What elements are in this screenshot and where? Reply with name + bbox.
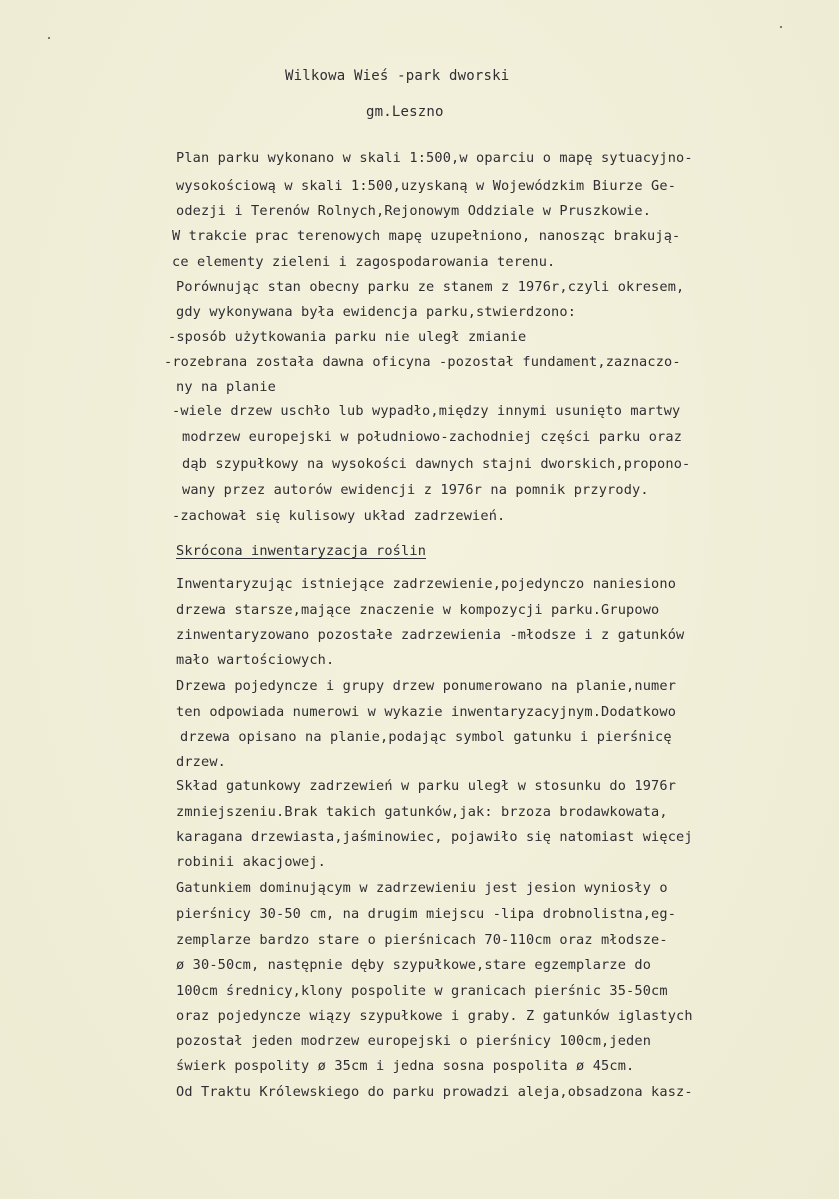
text-line: Porównując stan obecny parku ze stanem z 1976r,czyli okresem,	[176, 279, 685, 295]
text-line: drzewa opisano na planie,podając symbol gatunku i pierśnicę	[180, 729, 672, 745]
paper-speck	[780, 26, 782, 28]
text-line: Od Traktu Królewskiego do parku prowadzi aleja,obsadzona kasz-	[176, 1084, 693, 1100]
text-line: zmniejszeniu.Brak takich gatunków,jak: brzoza brodawkowata,	[176, 804, 668, 820]
text-line: pierśnicy 30-50 cm, na drugim miejscu -lipa drobnolistna,eg-	[176, 906, 677, 922]
section-heading: Skrócona inwentaryzacja roślin	[176, 543, 427, 559]
paper-speck	[48, 37, 50, 39]
text-line: 100cm średnicy,klony pospolite w granicach pierśnic 35-50cm	[176, 983, 668, 999]
text-line: ten odpowiada numerowi w wykazie inwentaryzacyjnym.Dodatkowo	[176, 704, 677, 720]
text-line: odezji i Terenów Rolnych,Rejonowym Oddziale w Pruszkowie.	[176, 203, 652, 219]
text-line: zemplarze bardzo stare o pierśnicach 70-110cm oraz młodsze-	[176, 932, 668, 948]
document-title: Wilkowa Wieś -park dworski	[285, 68, 510, 84]
text-line: wany przez autorów ewidencji z 1976r na pomnik przyrody.	[182, 482, 649, 498]
text-line: robinii akacjowej.	[176, 854, 327, 870]
text-line: Gatunkiem dominującym w zadrzewieniu jest jesion wyniosły o	[176, 880, 668, 896]
text-line: ce elementy zieleni i zagospodarowania terenu.	[172, 254, 556, 270]
text-line: ø 30-50cm, następnie dęby szypułkowe,stare egzemplarze do	[176, 957, 652, 973]
text-line: drzewa starsze,mające znaczenie w kompozycji parku.Grupowo	[176, 602, 660, 618]
text-line: modrzew europejski w południowo-zachodniej części parku oraz	[182, 429, 683, 445]
text-line: karagana drzewiasta,jaśminowiec, pojawiło się natomiast więcej	[176, 829, 693, 845]
text-line: -zachował się kulisowy układ zadrzewień.	[172, 508, 506, 524]
text-line: oraz pojedyncze wiązy szypułkowe i graby. Z gatunków iglastych	[176, 1008, 693, 1024]
text-line: drzew.	[176, 754, 227, 770]
text-line: Plan parku wykonano w skali 1:500,w oparciu o mapę sytuacyjno-	[176, 150, 693, 166]
text-line: -sposób użytkowania parku nie uległ zmianie	[168, 329, 527, 345]
text-line: dąb szypułkowy na wysokości dawnych stajni dworskich,propono-	[182, 456, 691, 472]
document-subtitle: gm.Leszno	[366, 104, 444, 120]
text-line: pozostał jeden modrzew europejski o pierśnicy 100cm,jeden	[176, 1033, 652, 1049]
text-line: gdy wykonywana była ewidencja parku,stwierdzono:	[176, 304, 577, 320]
text-line: ny na planie	[176, 379, 277, 395]
text-line: mało wartościowych.	[176, 652, 335, 668]
text-line: Drzewa pojedyncze i grupy drzew ponumerowano na planie,numer	[176, 678, 677, 694]
text-line: zinwentaryzowano pozostałe zadrzewienia -młodsze i z gatunków	[176, 627, 685, 643]
text-line: W trakcie prac terenowych mapę uzupełniono, nanosząc brakują-	[172, 228, 681, 244]
text-line: Skład gatunkowy zadrzewień w parku uległ w stosunku do 1976r	[176, 778, 677, 794]
text-line: -wiele drzew uschło lub wypadło,między innymi usunięto martwy	[172, 403, 681, 419]
text-line: świerk pospolity ø 35cm i jedna sosna pospolita ø 45cm.	[176, 1058, 635, 1074]
text-line: Inwentaryzując istniejące zadrzewienie,pojedynczo naniesiono	[176, 576, 677, 592]
text-line: wysokościową w skali 1:500,uzyskaną w Wojewódzkim Biurze Ge-	[176, 178, 677, 194]
text-line: -rozebrana została dawna oficyna -pozostał fundament,zaznaczo-	[164, 354, 681, 370]
